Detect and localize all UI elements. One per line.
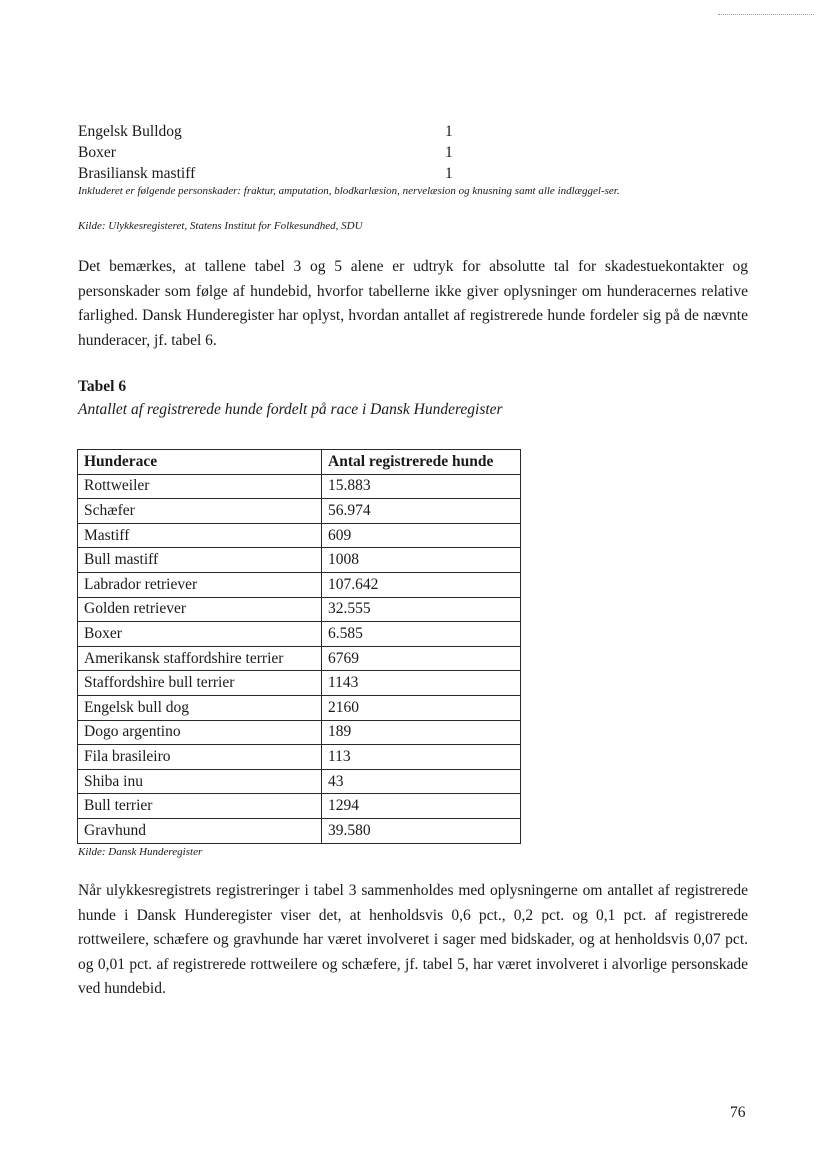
breed-count-table <box>77 449 521 844</box>
breed-cell: Engelsk Bulldog <box>78 123 182 140</box>
body-paragraph: Det bemærkes, at tallene tabel 3 og 5 alene er udtryk for absolutte tal for skadestuekontakter og personskader som følge af hundebid, hvorfor tabellerne ikke giver oplysninger om hunderacernes relative farlighed. Dansk Hunderegister har oplyst, hvordan antallet af registrerede hunde fordeler sig på de nævnte hunderacer, jf. tabel 6. <box>78 258 748 349</box>
page-corner-dots <box>718 14 814 15</box>
breed-cell: Boxer <box>78 144 116 161</box>
table-row <box>78 745 521 770</box>
page-number: 76 <box>730 1104 746 1121</box>
table-row <box>78 121 478 142</box>
count-cell: 39.580 <box>322 818 521 843</box>
breed-cell: Mastiff <box>78 523 322 548</box>
table-header-row <box>78 450 521 475</box>
table-title: Tabel 6 <box>78 378 127 395</box>
count-cell: 43 <box>322 769 521 794</box>
breed-cell: Golden retriever <box>78 597 322 622</box>
table-row <box>78 769 521 794</box>
column-header-breed: Hunderace <box>78 450 322 475</box>
count-cell: 6.585 <box>322 622 521 647</box>
count-cell: 1 <box>445 165 453 182</box>
breed-cell: Schæfer <box>78 499 322 524</box>
count-cell: 113 <box>322 745 521 770</box>
breed-cell: Engelsk bull dog <box>78 695 322 720</box>
table-row <box>78 142 478 163</box>
table-row <box>78 474 521 499</box>
count-cell: 32.555 <box>322 597 521 622</box>
breed-cell: Brasiliansk mastiff <box>78 165 196 182</box>
table-note: Inkluderet er følgende personskader: fraktur, amputation, blodkarlæsion, nervelæsion og knusning samt alle indlæggel-ser. <box>78 185 620 197</box>
count-cell: 189 <box>322 720 521 745</box>
count-cell: 2160 <box>322 695 521 720</box>
breed-cell: Boxer <box>78 622 322 647</box>
breed-cell: Shiba inu <box>78 769 322 794</box>
breed-cell: Fila brasileiro <box>78 745 322 770</box>
table-row <box>78 671 521 696</box>
count-cell: 609 <box>322 523 521 548</box>
table-row <box>78 720 521 745</box>
breed-cell: Staffordshire bull terrier <box>78 671 322 696</box>
breed-cell: Rottweiler <box>78 474 322 499</box>
table-row <box>78 523 521 548</box>
breed-cell: Bull mastiff <box>78 548 322 573</box>
breed-cell: Amerikansk staffordshire terrier <box>78 646 322 671</box>
table-row <box>78 622 521 647</box>
count-cell: 1 <box>445 123 453 140</box>
count-cell: 1 <box>445 144 453 161</box>
count-cell: 107.642 <box>322 572 521 597</box>
table-row <box>78 163 478 184</box>
count-cell: 1143 <box>322 671 521 696</box>
table-row <box>78 695 521 720</box>
breed-cell: Labrador retriever <box>78 572 322 597</box>
breed-cell: Gravhund <box>78 818 322 843</box>
table-row <box>78 818 521 843</box>
count-cell: 6769 <box>322 646 521 671</box>
table-row <box>78 597 521 622</box>
column-header-count: Antal registrerede hunde <box>322 450 521 475</box>
table-source-note: Kilde: Ulykkesregisteret, Statens Institut for Folkesundhed, SDU <box>78 220 363 232</box>
table-row <box>78 548 521 573</box>
breed-cell: Dogo argentino <box>78 720 322 745</box>
table-row <box>78 499 521 524</box>
count-cell: 15.883 <box>322 474 521 499</box>
previous-table <box>78 121 478 184</box>
body-paragraph: Når ulykkesregistrets registreringer i tabel 3 sammenholdes med oplysningerne om antallet af registrerede hunde i Dansk Hunderegister viser det, at henholdsvis 0,6 pct., 0,2 pct. og 0,1 pct. af registrerede rottweilere, schæfere og gravhunde har været involveret i sager med bidskader, og at henholdsvis 0,07 pct. og 0,01 pct. af registrerede rottweilere og schæfere, jf. tabel 5, har været involveret i alvorlige personskade ved hundebid. <box>78 882 748 997</box>
table-subtitle: Antallet af registrerede hunde fordelt på race i Dansk Hunderegister <box>78 401 503 418</box>
table-row <box>78 646 521 671</box>
count-cell: 1008 <box>322 548 521 573</box>
table-row <box>78 794 521 819</box>
count-cell: 1294 <box>322 794 521 819</box>
table-row <box>78 572 521 597</box>
count-cell: 56.974 <box>322 499 521 524</box>
breed-cell: Bull terrier <box>78 794 322 819</box>
table-source: Kilde: Dansk Hunderegister <box>78 846 203 858</box>
